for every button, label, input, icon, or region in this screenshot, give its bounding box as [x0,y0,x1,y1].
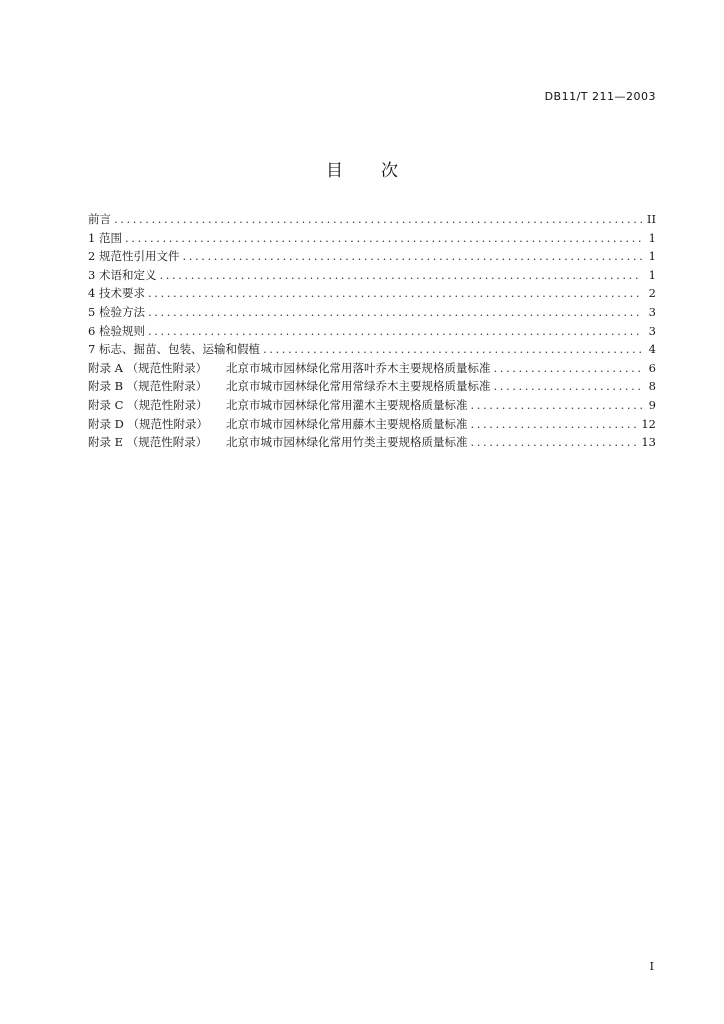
toc-entry-label [88,415,468,434]
toc-entry-technical-requirements[interactable] [88,284,656,303]
toc-entry-page: 9 [648,397,656,412]
toc-leader-dots [182,247,642,266]
page-number: I [649,960,654,973]
toc-entry-inspection-rules[interactable] [88,322,656,341]
toc-entry-appendix-d[interactable] [88,415,656,434]
appendix-tag: 附录 E （规范性附录） [88,435,208,450]
appendix-title: 北京市城市园林绿化常用常绿乔木主要规格质量标准 [226,379,491,394]
toc-leader-dots [114,210,642,229]
table-of-contents [88,210,656,452]
toc-entry-appendix-b[interactable] [88,377,656,396]
appendix-tag: 附录 C （规范性附录） [88,397,208,412]
toc-leader-dots [148,303,642,322]
appendix-title: 北京市城市园林绿化常用竹类主要规格质量标准 [226,435,468,450]
toc-entry-label: 6 检验规则 [88,323,145,338]
appendix-tag: 附录 B （规范性附录） [88,379,208,394]
toc-entry-page: 6 [648,360,656,375]
page-title [0,156,724,181]
toc-entry-label [88,396,468,415]
toc-entry-page: 3 [648,323,656,338]
toc-entry-label: 前言 [88,212,111,226]
toc-leader-dots [148,322,642,341]
appendix-title: 北京市城市园林绿化常用落叶乔木主要规格质量标准 [226,360,491,375]
toc-entry-appendix-a[interactable] [88,359,656,378]
toc-entry-label [88,377,491,396]
page-title-char-2: 次 [381,161,398,181]
appendix-title: 北京市城市园林绿化常用藤木主要规格质量标准 [226,416,468,431]
appendix-tag: 附录 D （规范性附录） [88,416,209,431]
toc-entry-page: 4 [648,342,656,357]
toc-entry-page: 1 [648,249,656,264]
toc-entry-page: II [646,212,656,226]
document-code: DB11/T 211—2003 [544,90,656,103]
toc-entry-label: 2 规范性引用文件 [88,249,180,264]
toc-entry-label: 4 技术要求 [88,286,145,301]
toc-entry-appendix-e[interactable] [88,433,656,452]
page-title-char-1: 目 [326,161,343,181]
toc-entry-page: 13 [641,435,656,450]
toc-entry-label [88,433,468,452]
toc-entry-page: 1 [648,230,656,245]
toc-leader-dots [471,396,643,415]
toc-leader-dots [125,229,642,248]
toc-entry-page: 2 [648,286,656,301]
toc-leader-dots [263,340,642,359]
appendix-tag: 附录 A （规范性附录） [88,360,208,375]
toc-entry-label: 3 术语和定义 [88,267,157,282]
toc-leader-dots [148,284,642,303]
toc-leader-dots [471,415,638,434]
toc-entry-normative-references[interactable] [88,247,656,266]
toc-entry-page: 12 [641,416,656,431]
toc-entry-page: 1 [648,267,656,282]
toc-entry-label: 5 检验方法 [88,304,145,319]
toc-entry-page: 3 [648,304,656,319]
toc-entry-foreword[interactable] [88,210,656,229]
toc-leader-dots [471,433,638,452]
toc-entry-test-methods[interactable] [88,303,656,322]
toc-entry-terms-definitions[interactable] [88,266,656,285]
toc-entry-scope[interactable] [88,229,656,248]
toc-leader-dots [494,359,643,378]
appendix-title: 北京市城市园林绿化常用灌木主要规格质量标准 [226,397,468,412]
toc-entry-label: 7 标志、掘苗、包装、运输和假植 [88,342,260,357]
toc-entry-label [88,359,491,378]
toc-entry-appendix-c[interactable] [88,396,656,415]
toc-entry-label: 1 范围 [88,230,122,245]
toc-leader-dots [159,266,642,285]
toc-leader-dots [494,377,643,396]
toc-entry-marking-packaging[interactable] [88,340,656,359]
toc-entry-page: 8 [648,379,656,394]
